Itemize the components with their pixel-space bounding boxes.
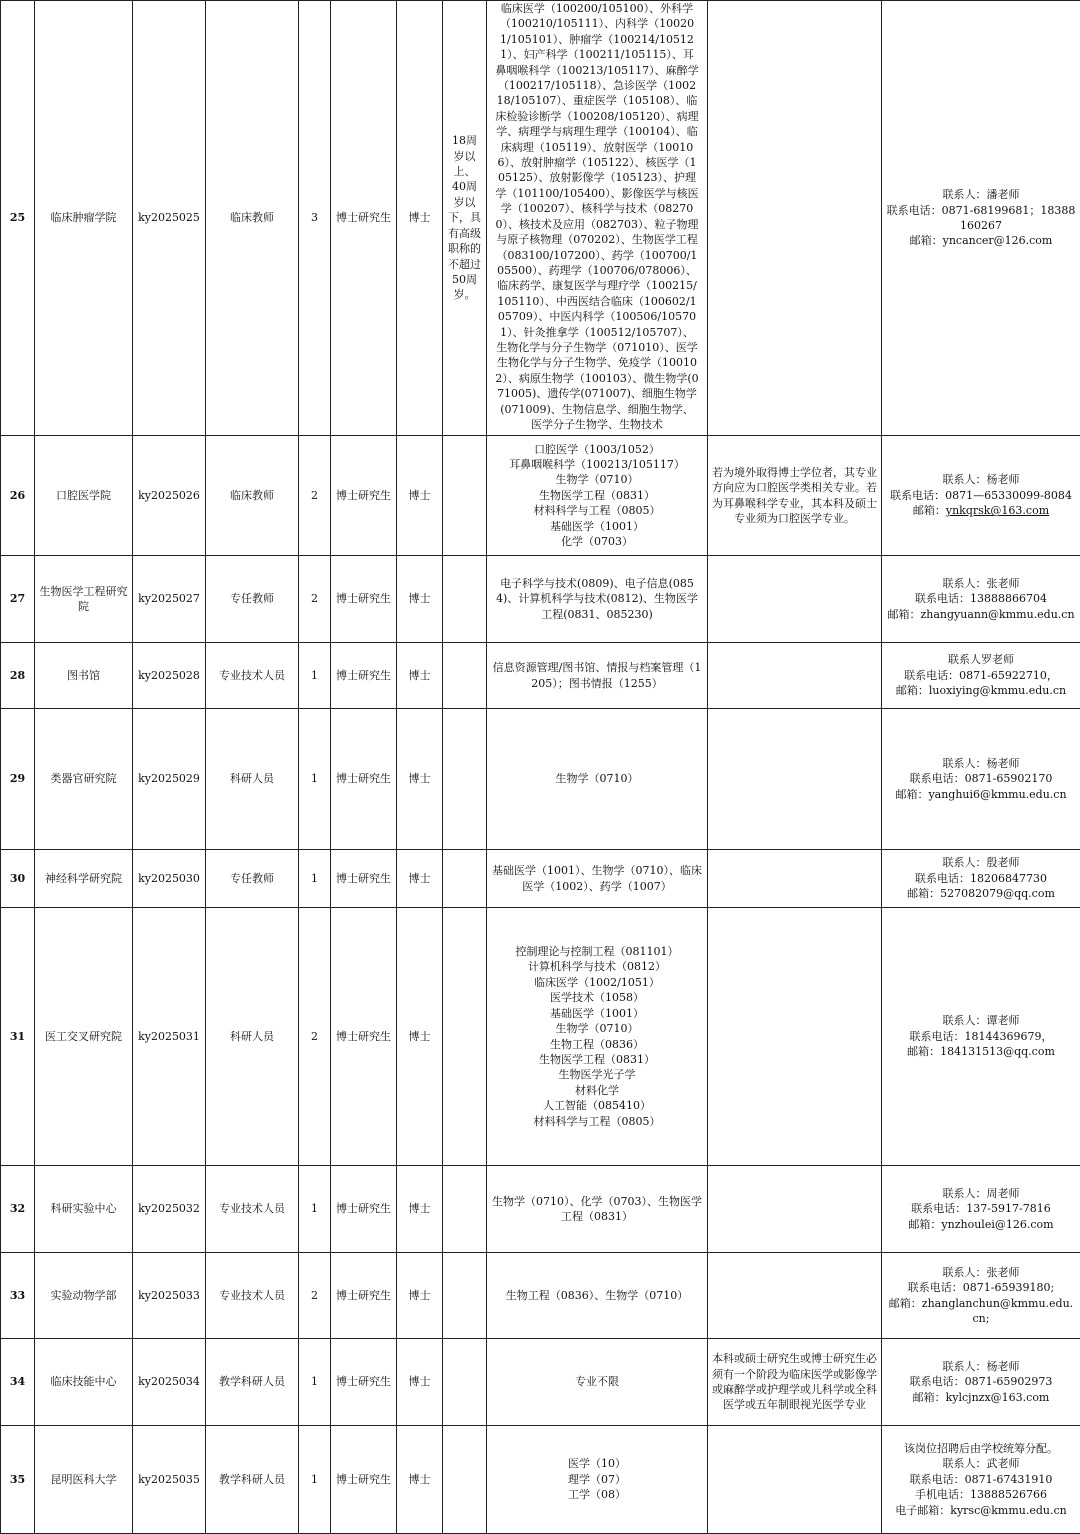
hire-count: 1 <box>299 643 331 709</box>
row-number: 31 <box>1 908 35 1166</box>
education-requirement: 博士研究生 <box>331 1339 397 1426</box>
major-requirement: 基础医学（1001）、生物学（0710）、临床医学（1002）、药学（1007） <box>487 850 708 908</box>
table-row <box>1 1 1080 436</box>
unit-name: 生物医学工程研究院 <box>35 556 133 643</box>
contact-phone: 联系电话：0871-67431910 <box>886 1472 1076 1487</box>
major-line: 生物学（0710） <box>491 1021 703 1036</box>
table-row <box>1 1426 1080 1534</box>
contact-email: 邮箱：184131513@qq.com <box>886 1044 1076 1059</box>
post-name: 专任教师 <box>206 556 299 643</box>
age-requirement <box>443 1166 487 1253</box>
major-line: 人工智能（085410） <box>491 1098 703 1113</box>
major-line: 临床医学（1002/1051） <box>491 975 703 990</box>
education-requirement: 博士研究生 <box>331 556 397 643</box>
post-name: 临床教师 <box>206 1 299 436</box>
table-row <box>1 1166 1080 1253</box>
other-requirement <box>708 1253 882 1339</box>
hire-count: 2 <box>299 1253 331 1339</box>
degree-requirement: 博士 <box>397 556 443 643</box>
post-code: ky2025027 <box>133 556 206 643</box>
contact-phone: 联系电话：137-5917-7816 <box>886 1201 1076 1216</box>
row-number: 29 <box>1 709 35 850</box>
major-requirement: 电子科学与技术(0809)、电子信息(0854)、计算机科学与技术(0812)、生物医学工程(0831、085230) <box>487 556 708 643</box>
contact-phone: 联系电话：0871-65902973 <box>886 1374 1076 1389</box>
hire-count: 1 <box>299 850 331 908</box>
contact-person: 联系人：杨老师 <box>886 472 1076 487</box>
major-requirement <box>487 908 708 1166</box>
row-number: 27 <box>1 556 35 643</box>
row-number: 33 <box>1 1253 35 1339</box>
table-row <box>1 436 1080 556</box>
age-requirement <box>443 436 487 556</box>
contact-phone: 联系电话：0871-65902170 <box>886 771 1076 786</box>
major-line: 生物学（0710） <box>491 472 703 487</box>
other-requirement <box>708 556 882 643</box>
contact-info <box>882 1253 1080 1339</box>
other-requirement <box>708 1 882 436</box>
allocation-note: 该岗位招聘后由学校统筹分配。 <box>886 1441 1076 1456</box>
major-line: 材料化学 <box>491 1083 703 1098</box>
age-requirement: 18周岁以上、40周岁以下，具有高级职称的不超过50周岁。 <box>443 1 487 436</box>
major-line: 生物医学工程（0831） <box>491 488 703 503</box>
major-requirement <box>487 1426 708 1534</box>
other-requirement <box>708 1166 882 1253</box>
contact-info <box>882 1426 1080 1534</box>
contact-info <box>882 436 1080 556</box>
age-requirement <box>443 643 487 709</box>
degree-requirement: 博士 <box>397 1339 443 1426</box>
contact-person: 联系人：杨老师 <box>886 756 1076 771</box>
other-requirement <box>708 643 882 709</box>
age-requirement <box>443 709 487 850</box>
post-code: ky2025026 <box>133 436 206 556</box>
post-code: ky2025033 <box>133 1253 206 1339</box>
post-code: ky2025030 <box>133 850 206 908</box>
education-requirement: 博士研究生 <box>331 908 397 1166</box>
unit-name: 口腔医学院 <box>35 436 133 556</box>
contact-email-link[interactable]: ynkqrsk@163.com <box>946 504 1049 517</box>
major-line: 基础医学（1001） <box>491 1006 703 1021</box>
education-requirement: 博士研究生 <box>331 1426 397 1534</box>
major-requirement: 专业不限 <box>487 1339 708 1426</box>
hire-count: 1 <box>299 1339 331 1426</box>
table-row <box>1 709 1080 850</box>
major-line: 生物医学光子学 <box>491 1067 703 1082</box>
degree-requirement: 博士 <box>397 1253 443 1339</box>
contact-info <box>882 556 1080 643</box>
contact-email: 邮箱：527082079@qq.com <box>886 886 1076 901</box>
degree-requirement: 博士 <box>397 1 443 436</box>
major-requirement: 生物学（0710）、化学（0703）、生物医学工程（0831） <box>487 1166 708 1253</box>
unit-name: 昆明医科大学 <box>35 1426 133 1534</box>
contact-info <box>882 1 1080 436</box>
contact-email: 电子邮箱：kyrsc@kmmu.edu.cn <box>886 1503 1076 1518</box>
post-code: ky2025035 <box>133 1426 206 1534</box>
other-requirement <box>708 850 882 908</box>
contact-person: 联系人：武老师 <box>886 1456 1076 1471</box>
unit-name: 实验动物学部 <box>35 1253 133 1339</box>
major-line: 控制理论与控制工程（081101） <box>491 944 703 959</box>
post-name: 专业技术人员 <box>206 643 299 709</box>
major-line: 材料科学与工程（0805） <box>491 503 703 518</box>
contact-phone: 联系电话：18144369679， <box>886 1029 1076 1044</box>
other-requirement <box>708 1426 882 1534</box>
post-name: 科研人员 <box>206 908 299 1166</box>
contact-email: 邮箱：luoxiying@kmmu.edu.cn <box>886 683 1076 698</box>
contact-info <box>882 1339 1080 1426</box>
hire-count: 2 <box>299 908 331 1166</box>
row-number: 28 <box>1 643 35 709</box>
other-requirement: 若为境外取得博士学位者，其专业方向应为口腔医学类相关专业。若为耳鼻喉科学专业，其本科及硕士专业须为口腔医学专业。 <box>708 436 882 556</box>
education-requirement: 博士研究生 <box>331 709 397 850</box>
post-code: ky2025034 <box>133 1339 206 1426</box>
other-requirement <box>708 908 882 1166</box>
major-requirement <box>487 1 708 436</box>
table-row <box>1 850 1080 908</box>
major-line: 医学技术（1058） <box>491 990 703 1005</box>
contact-phone: 联系电话：18206847730 <box>886 871 1076 886</box>
major-line: 材料科学与工程（0805） <box>491 1114 703 1129</box>
table-row <box>1 643 1080 709</box>
contact-email: 邮箱：yanghui6@kmmu.edu.cn <box>886 787 1076 802</box>
row-number: 30 <box>1 850 35 908</box>
education-requirement: 博士研究生 <box>331 436 397 556</box>
row-number: 32 <box>1 1166 35 1253</box>
contact-email: 邮箱：zhanglanchun@kmmu.edu.cn; <box>886 1296 1076 1327</box>
post-name: 教学科研人员 <box>206 1426 299 1534</box>
post-name: 科研人员 <box>206 709 299 850</box>
contact-info <box>882 643 1080 709</box>
row-number: 25 <box>1 1 35 436</box>
contact-info <box>882 1166 1080 1253</box>
hire-count: 2 <box>299 556 331 643</box>
unit-name: 图书馆 <box>35 643 133 709</box>
degree-requirement: 博士 <box>397 1166 443 1253</box>
education-requirement: 博士研究生 <box>331 850 397 908</box>
contact-email: 邮箱：ynzhoulei@126.com <box>886 1217 1076 1232</box>
contact-person: 联系人：张老师 <box>886 1265 1076 1280</box>
contact-person: 联系人：张老师 <box>886 576 1076 591</box>
major-text: 临床医学（100200/105100）、外科学（100210/105111）、内科学（100201/105101）、肿瘤学（100214/105121）、妇产科学（100211/105115）、耳鼻咽喉科学（100213/105117）、麻醉学（100217/105118）、急诊医学（100218/105107）、重症医学（105108）、临床检验诊断学（100208/105120）、病理学、病理学与病理生理学（100104）、临床病理（105119）、放射医学（100106）、放射肿瘤学（105122）、核医学（105125）、放射影像学（105123）、护理学（101100/105400）、影像医学与核医学（100207）、核科学与技术（082700）、核技术及应用（082703）、粒子物理与原子核物理（070202）、生物医学工程（083100/107200）、药学（100700/105500）、药理学（100706/078006）、临床药学、康复医学与理疗学（100215/105110）、中西医结合临床（100602/105709）、中医内科学（100506/105701）、针灸推拿学（100512/105707）、生物化学与分子生物学（071010）、医学生物化学与分子生物学、免疫学（100102）、病原生物学（100103）、微生物学(071005)、遗传学(071007)、细胞生物学(071009)、生物信息学、细胞生物学、医学分子生物学、生物技术 <box>491 1 703 435</box>
hire-count: 1 <box>299 1426 331 1534</box>
hire-count: 2 <box>299 436 331 556</box>
degree-requirement: 博士 <box>397 436 443 556</box>
degree-requirement: 博士 <box>397 709 443 850</box>
contact-person: 联系人：杨老师 <box>886 1359 1076 1374</box>
contact-info <box>882 850 1080 908</box>
contact-phone: 联系电话：0871—65330099-8084 <box>886 488 1076 503</box>
table-row <box>1 1339 1080 1426</box>
unit-name: 类器官研究院 <box>35 709 133 850</box>
contact-email: 邮箱：ynkqrsk@163.com <box>886 503 1076 518</box>
contact-person: 联系人：殷老师 <box>886 855 1076 870</box>
post-code: ky2025028 <box>133 643 206 709</box>
degree-requirement: 博士 <box>397 1426 443 1534</box>
post-name: 临床教师 <box>206 436 299 556</box>
major-line: 理学（07） <box>491 1472 703 1487</box>
major-line: 生物医学工程（0831） <box>491 1052 703 1067</box>
post-name: 专业技术人员 <box>206 1166 299 1253</box>
contact-email: 邮箱：yncancer@126.com <box>886 233 1076 248</box>
hire-count: 1 <box>299 1166 331 1253</box>
contact-person: 联系人罗老师 <box>886 652 1076 667</box>
education-requirement: 博士研究生 <box>331 643 397 709</box>
contact-phone: 联系电话：0871-65922710， <box>886 668 1076 683</box>
unit-name: 临床肿瘤学院 <box>35 1 133 436</box>
major-requirement: 信息资源管理/图书馆、情报与档案管理（1205）；图书情报（1255） <box>487 643 708 709</box>
education-requirement: 博士研究生 <box>331 1253 397 1339</box>
education-requirement: 博士研究生 <box>331 1166 397 1253</box>
major-requirement: 生物工程（0836）、生物学（0710） <box>487 1253 708 1339</box>
unit-name: 神经科学研究院 <box>35 850 133 908</box>
row-number: 34 <box>1 1339 35 1426</box>
major-line: 化学（0703） <box>491 534 703 549</box>
major-line: 生物工程（0836） <box>491 1037 703 1052</box>
contact-phone: 联系电话：13888866704 <box>886 591 1076 606</box>
major-line: 基础医学（1001） <box>491 519 703 534</box>
contact-email: 邮箱：kylcjnzx@163.com <box>886 1390 1076 1405</box>
post-name: 教学科研人员 <box>206 1339 299 1426</box>
major-line: 工学（08） <box>491 1487 703 1502</box>
major-line: 耳鼻咽喉科学（100213/105117） <box>491 457 703 472</box>
major-requirement: 生物学（0710） <box>487 709 708 850</box>
other-requirement: 本科或硕士研究生或博士研究生必须有一个阶段为临床医学或影像学或麻醉学或护理学或儿科学或全科医学或五年制眼视光医学专业 <box>708 1339 882 1426</box>
contact-info <box>882 908 1080 1166</box>
contact-phone: 联系电话：0871-68199681；18388160267 <box>886 203 1076 234</box>
education-requirement: 博士研究生 <box>331 1 397 436</box>
contact-person: 联系人：周老师 <box>886 1186 1076 1201</box>
table-row <box>1 1253 1080 1339</box>
unit-name: 医工交叉研究院 <box>35 908 133 1166</box>
other-requirement <box>708 709 882 850</box>
post-name: 专任教师 <box>206 850 299 908</box>
major-line: 医学（10） <box>491 1456 703 1471</box>
unit-name: 科研实验中心 <box>35 1166 133 1253</box>
contact-person: 联系人：潘老师 <box>886 187 1076 202</box>
major-line: 计算机科学与技术（0812） <box>491 959 703 974</box>
age-requirement <box>443 850 487 908</box>
major-line: 口腔医学（1003/1052） <box>491 442 703 457</box>
degree-requirement: 博士 <box>397 643 443 709</box>
row-number: 35 <box>1 1426 35 1534</box>
post-code: ky2025031 <box>133 908 206 1166</box>
contact-mobile: 手机电话：13888526766 <box>886 1487 1076 1502</box>
contact-person: 联系人：谭老师 <box>886 1013 1076 1028</box>
hire-count: 3 <box>299 1 331 436</box>
age-requirement <box>443 1339 487 1426</box>
age-requirement <box>443 556 487 643</box>
major-requirement <box>487 436 708 556</box>
degree-requirement: 博士 <box>397 908 443 1166</box>
post-code: ky2025032 <box>133 1166 206 1253</box>
table-row <box>1 556 1080 643</box>
post-code: ky2025029 <box>133 709 206 850</box>
contact-info <box>882 709 1080 850</box>
post-name: 专业技术人员 <box>206 1253 299 1339</box>
table-row <box>1 908 1080 1166</box>
row-number: 26 <box>1 436 35 556</box>
contact-email: 邮箱：zhangyuann@kmmu.edu.cn <box>886 607 1076 622</box>
age-requirement <box>443 1253 487 1339</box>
age-requirement <box>443 1426 487 1534</box>
contact-phone: 联系电话：0871-65939180; <box>886 1280 1076 1295</box>
unit-name: 临床技能中心 <box>35 1339 133 1426</box>
hire-count: 1 <box>299 709 331 850</box>
degree-requirement: 博士 <box>397 850 443 908</box>
post-code: ky2025025 <box>133 1 206 436</box>
age-requirement <box>443 908 487 1166</box>
